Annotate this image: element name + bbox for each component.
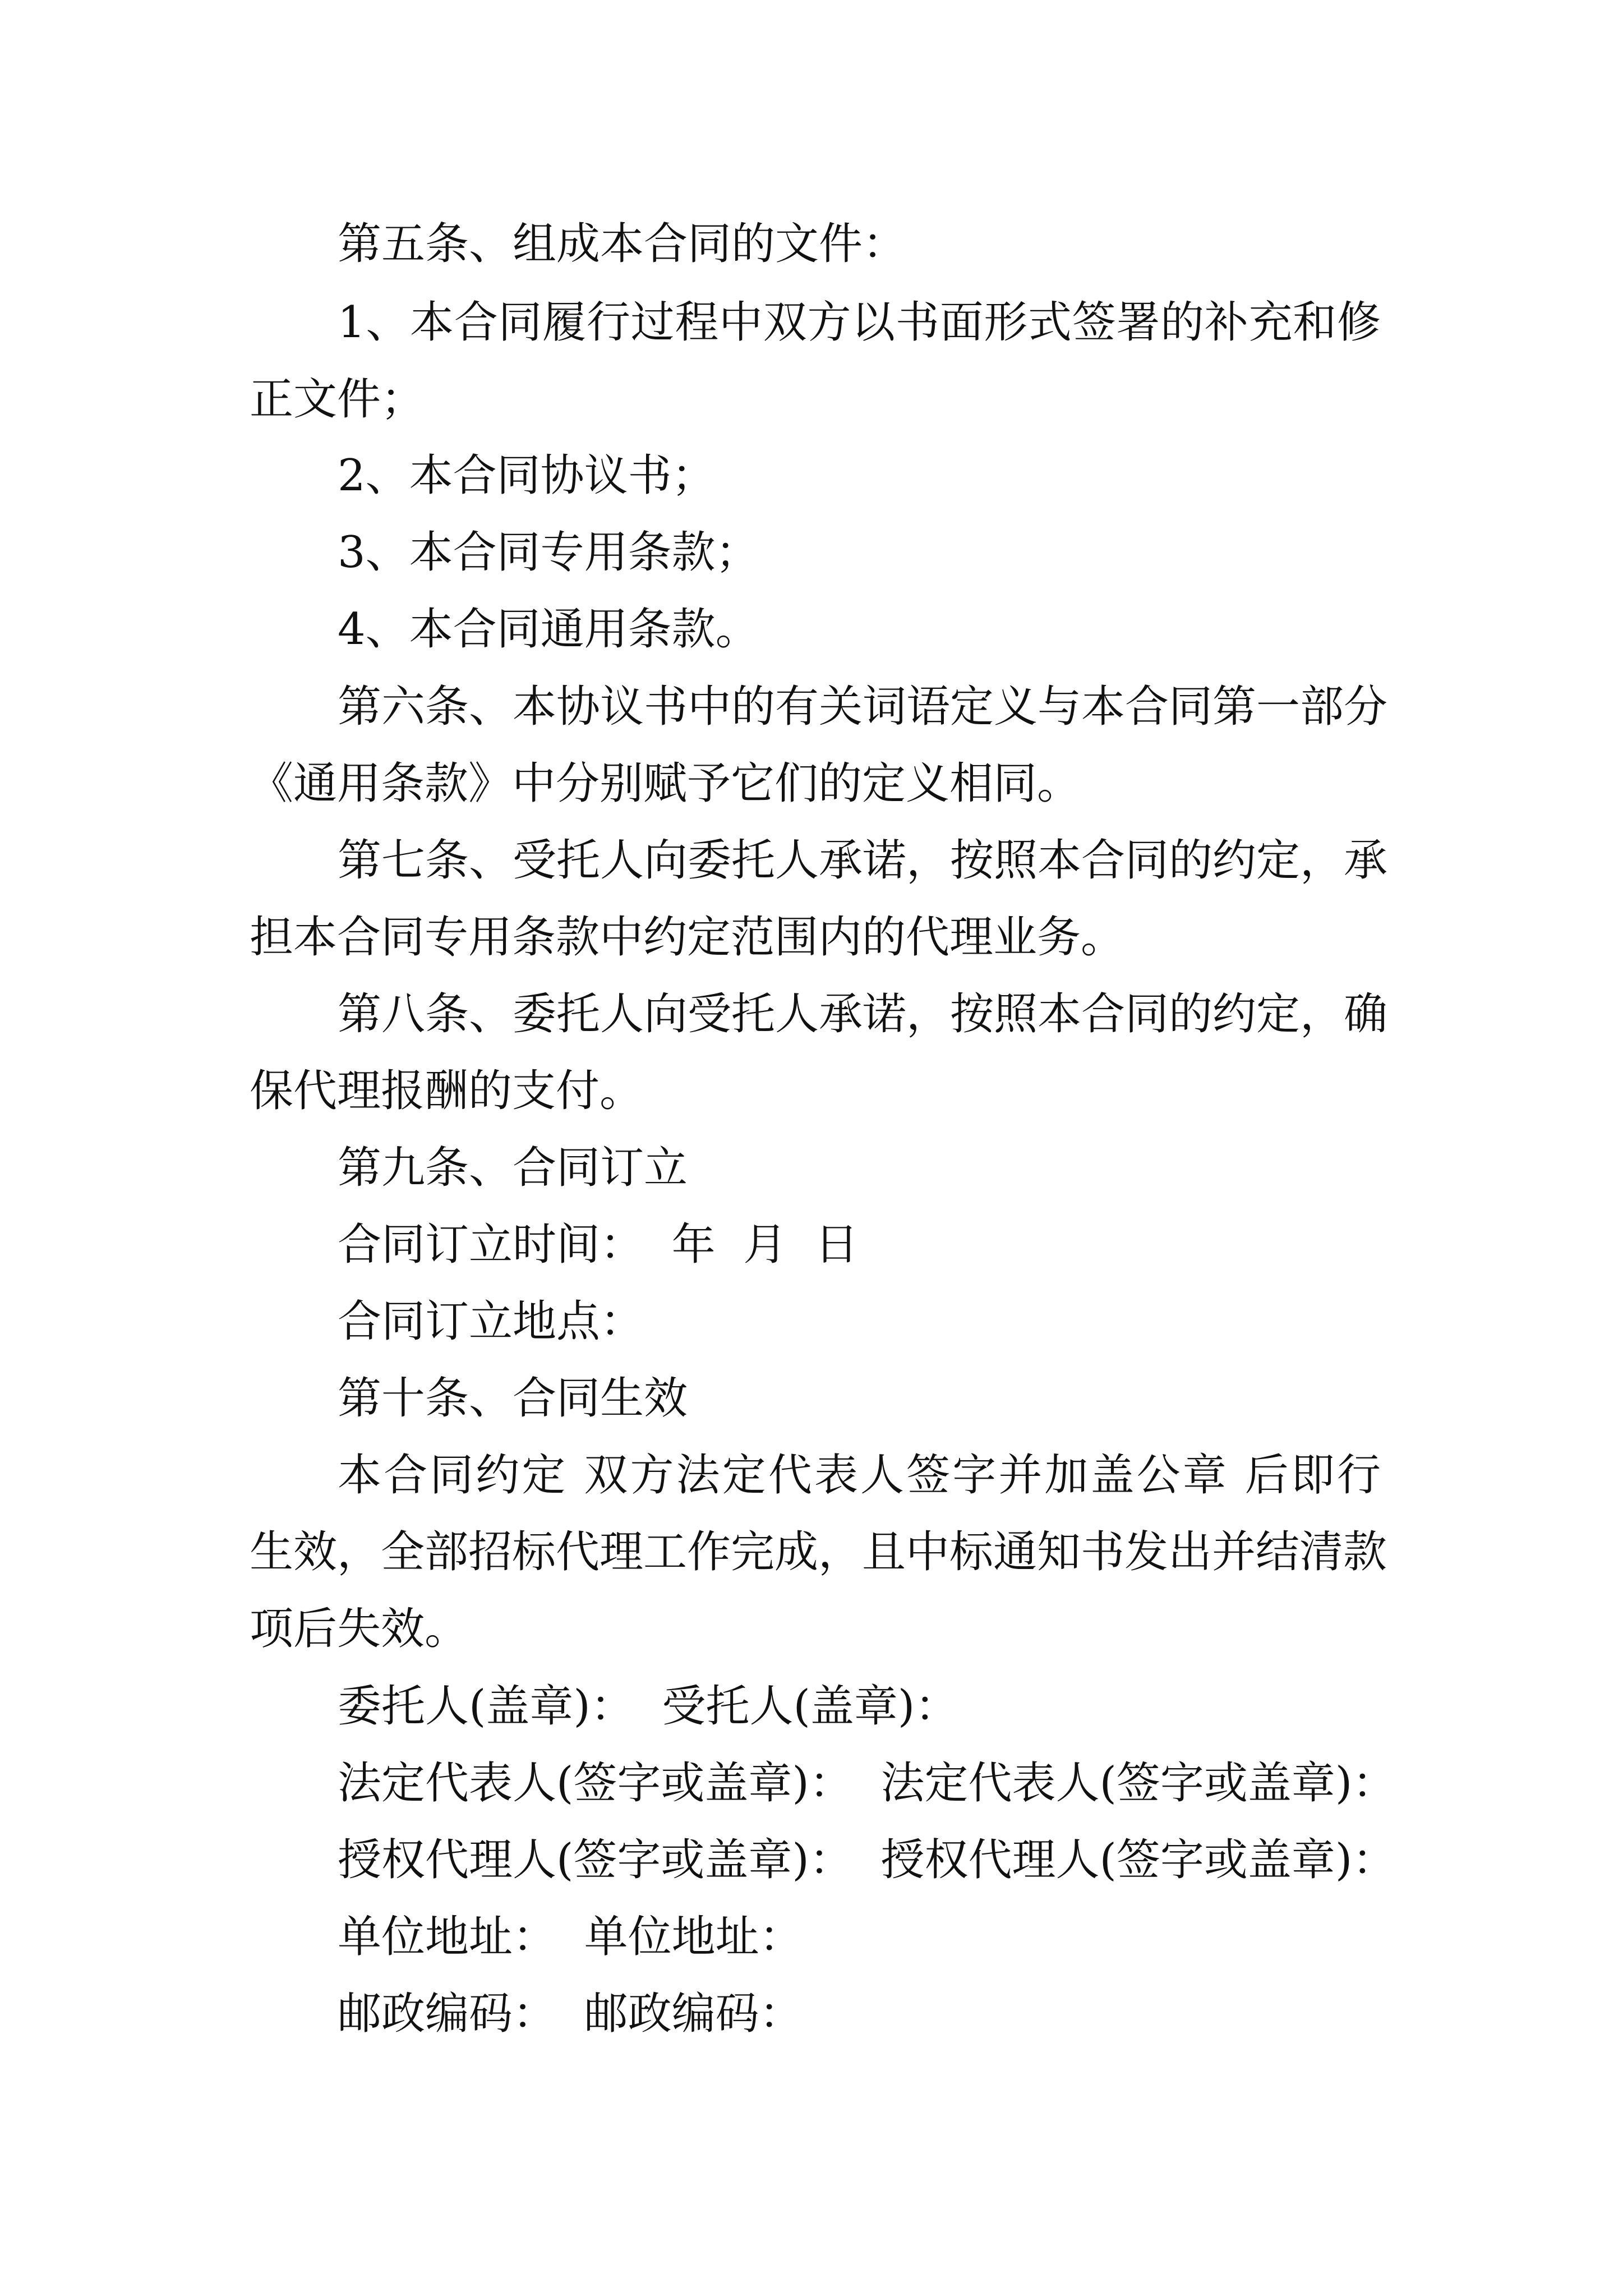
signing-place: 合同订立地点：: [338, 1296, 644, 1347]
legal-representative-line: 法定代表人(签字或盖章)： 法定代表人(签字或盖章)：: [338, 1758, 1396, 1809]
article-6-line-2: 《通用条款》中分别赋予它们的定义相同。: [250, 758, 1081, 809]
article-7-line-2: 担本合同专用条款中约定范围内的代理业务。: [250, 912, 1125, 963]
article-10-heading: 第十条、合同生效: [338, 1373, 688, 1424]
article-10-line-1: 本合同约定 双方法定代表人签字并加盖公章 后即行: [338, 1450, 1381, 1501]
article-7-line-1: 第七条、受托人向委托人承诺，按照本合同的约定，承: [338, 835, 1388, 886]
article-8-line-2: 保代理报酬的支付。: [250, 1066, 644, 1116]
article-5-heading: 第五条、组成本合同的文件：: [338, 219, 907, 269]
item-2: 2、本合同协议书；: [338, 450, 716, 501]
item-4: 4、本合同通用条款。: [338, 604, 759, 655]
postal-code-line: 邮政编码： 邮政编码：: [338, 1989, 803, 2039]
authorized-agent-line: 授权代理人(签字或盖章)： 授权代理人(签字或盖章)：: [338, 1835, 1396, 1885]
article-8-line-1: 第八条、委托人向受托人承诺，按照本合同的约定，确: [338, 989, 1388, 1039]
article-10-line-3: 项后失效。: [250, 1604, 469, 1654]
item-3: 3、本合同专用条款；: [338, 527, 759, 578]
address-line: 单位地址： 单位地址：: [338, 1912, 803, 1962]
article-9-heading: 第九条、合同订立: [338, 1143, 688, 1193]
principal-seal-line: 委托人(盖章)： 受托人(盖章)：: [338, 1681, 959, 1732]
item-1-line-2: 正文件；: [250, 374, 425, 425]
item-1-line-1: 1、本合同履行过程中双方以书面形式签署的补充和修: [338, 297, 1381, 348]
article-6-line-1: 第六条、本协议书中的有关词语定义与本合同第一部分: [338, 682, 1388, 732]
article-10-line-2: 生效，全部招标代理工作完成，且中标通知书发出并结清款: [250, 1527, 1387, 1577]
signing-date: 合同订立时间： 年 月 日: [338, 1220, 859, 1270]
